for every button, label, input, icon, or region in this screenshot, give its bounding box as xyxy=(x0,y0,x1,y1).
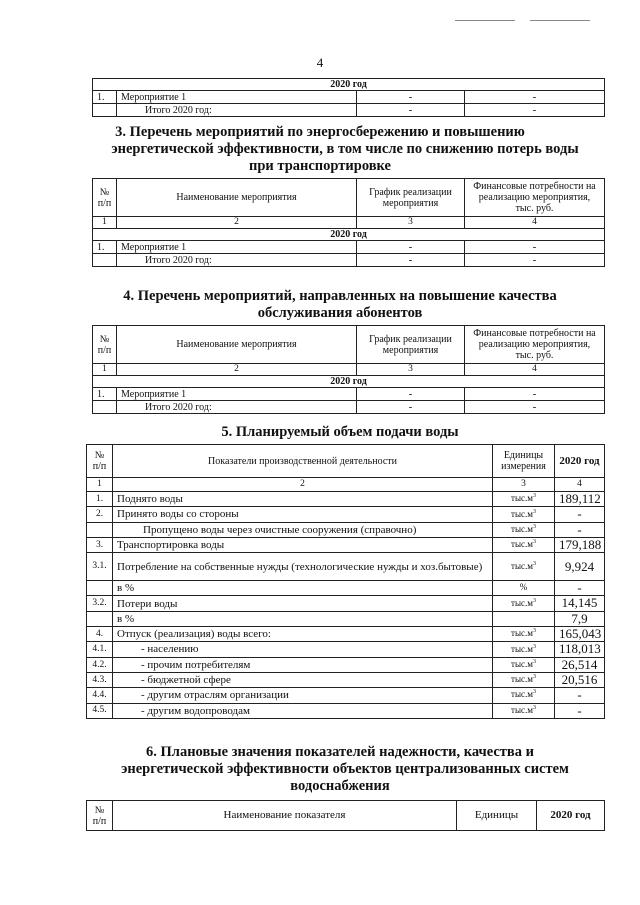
table-row xyxy=(93,388,605,401)
header-schedule: График реализации мероприятия xyxy=(357,326,465,364)
year-row: 2020 год xyxy=(93,376,605,388)
table-continuation xyxy=(92,78,605,117)
table-row xyxy=(93,401,605,414)
row-finance: - xyxy=(465,241,605,254)
row-num xyxy=(87,522,113,537)
unit-superscript: 3 xyxy=(532,643,536,650)
row-num: 4.5. xyxy=(87,703,113,718)
section-4-title xyxy=(0,288,640,322)
header-finance: Финансовые потребности на реализацию мероприятия, тыс. руб. xyxy=(465,179,605,217)
table-row xyxy=(87,537,605,552)
table-header-row xyxy=(87,445,605,478)
row-name: Итого 2020 год: xyxy=(117,254,357,267)
row-indicator: - населению xyxy=(113,642,493,657)
unit-text: тыс.м xyxy=(511,539,533,550)
row-num xyxy=(87,581,113,596)
row-value: 7,9 xyxy=(555,611,605,626)
table-section-6 xyxy=(86,800,605,831)
row-unit xyxy=(493,553,555,581)
table-row xyxy=(87,672,605,687)
header-year: 2020 год xyxy=(555,445,605,478)
row-indicator: Принято воды со стороны xyxy=(113,507,493,522)
row-value: - xyxy=(555,703,605,718)
index-row xyxy=(87,478,605,492)
unit-text: тыс.м xyxy=(511,560,533,571)
row-indicator: Потери воды xyxy=(113,596,493,611)
row-unit xyxy=(493,492,555,507)
row-indicator: Потребление на собственные нужды (технологические нужды и хоз.бытовые) xyxy=(113,553,493,581)
index-cell: 1 xyxy=(87,478,113,492)
row-unit xyxy=(493,657,555,672)
header-name: Наименование мероприятия xyxy=(117,326,357,364)
index-cell: 3 xyxy=(493,478,555,492)
row-schedule: - xyxy=(357,104,465,117)
section-6-title-line1: 6. Плановые значения показателей надежности, качества и xyxy=(146,744,534,760)
row-unit xyxy=(493,596,555,611)
unit-superscript: 3 xyxy=(532,508,536,515)
unit-superscript: 3 xyxy=(532,689,536,696)
header-num: № п/п xyxy=(93,326,117,364)
row-finance: - xyxy=(465,401,605,414)
row-indicator: - другим отраслям организации xyxy=(113,688,493,703)
row-name: Мероприятие 1 xyxy=(117,241,357,254)
row-indicator: - бюджетной сфере xyxy=(113,672,493,687)
index-cell: 4 xyxy=(465,217,605,229)
row-unit xyxy=(493,688,555,703)
index-cell: 2 xyxy=(117,217,357,229)
unit-text: тыс.м xyxy=(511,493,533,504)
row-finance: - xyxy=(465,254,605,267)
section-3-title-line1: 3. Перечень мероприятий по энергосбережению и повышению xyxy=(115,124,525,140)
index-row xyxy=(93,364,605,376)
row-schedule: - xyxy=(357,401,465,414)
unit-superscript: 3 xyxy=(532,658,536,665)
unit-superscript: 3 xyxy=(532,674,536,681)
row-num xyxy=(93,401,117,414)
row-num: 1. xyxy=(93,91,117,104)
index-cell: 1 xyxy=(93,364,117,376)
section-3-title xyxy=(0,124,640,175)
row-unit xyxy=(493,611,555,626)
table-row xyxy=(87,703,605,718)
row-num: 4. xyxy=(87,627,113,642)
section-6-title-line3: водоснабжения xyxy=(290,778,390,794)
row-unit xyxy=(493,537,555,552)
row-value: - xyxy=(555,581,605,596)
row-num: 4.2. xyxy=(87,657,113,672)
table-section-3 xyxy=(92,178,605,267)
unit-text: тыс.м xyxy=(511,643,533,654)
row-value: - xyxy=(555,522,605,537)
row-schedule: - xyxy=(357,254,465,267)
unit-text: тыс.м xyxy=(511,674,533,685)
section-4-title-line1: 4. Перечень мероприятий, направленных на повышение качества xyxy=(123,288,557,304)
row-value: 14,145 xyxy=(555,596,605,611)
unit-text: % xyxy=(519,582,528,593)
header-num: № п/п xyxy=(87,445,113,478)
header-year: 2020 год xyxy=(537,801,605,831)
table-row xyxy=(87,553,605,581)
unit-superscript: 3 xyxy=(532,523,536,530)
table-row xyxy=(87,596,605,611)
row-name: Мероприятие 1 xyxy=(117,388,357,401)
row-value: 189,112 xyxy=(555,492,605,507)
unit-superscript: 3 xyxy=(532,628,536,635)
index-cell: 4 xyxy=(555,478,605,492)
section-6-title-line2: энергетической эффективности объектов централизованных систем xyxy=(121,761,569,777)
section-5-title: 5. Планируемый объем подачи воды xyxy=(221,424,459,440)
table-section-5 xyxy=(86,444,605,719)
row-schedule: - xyxy=(357,241,465,254)
row-indicator: в % xyxy=(113,611,493,626)
row-value: 179,188 xyxy=(555,537,605,552)
row-unit xyxy=(493,703,555,718)
row-num: 4.4. xyxy=(87,688,113,703)
row-indicator: - прочим потребителям xyxy=(113,657,493,672)
row-num: 3.1. xyxy=(87,553,113,581)
table-header-row xyxy=(93,326,605,364)
row-finance: - xyxy=(465,388,605,401)
unit-superscript: 3 xyxy=(532,493,536,500)
row-num: 4.1. xyxy=(87,642,113,657)
row-num xyxy=(93,104,117,117)
header-rule-left xyxy=(455,20,515,21)
row-value: 9,924 xyxy=(555,553,605,581)
section-3-title-line2: энергетической эффективности, в том числе по снижению потерь воды xyxy=(111,141,579,157)
header-name: Наименование мероприятия xyxy=(117,179,357,217)
section-4-title-line2: обслуживания абонентов xyxy=(257,305,423,321)
row-indicator: Пропущено воды через очистные сооружения (справочно) xyxy=(113,522,493,537)
table-row xyxy=(93,91,605,104)
unit-superscript: 3 xyxy=(532,704,536,711)
unit-superscript: 3 xyxy=(532,597,536,604)
page-number: 4 xyxy=(316,55,324,70)
row-indicator: Транспортировка воды xyxy=(113,537,493,552)
table-row xyxy=(87,657,605,672)
unit-text: тыс.м xyxy=(511,597,533,608)
row-name: Итого 2020 год: xyxy=(117,401,357,414)
section-3-title-line3: при транспортировке xyxy=(249,158,391,174)
row-name: Мероприятие 1 xyxy=(117,91,357,104)
row-num: 2. xyxy=(87,507,113,522)
row-indicator: в % xyxy=(113,581,493,596)
row-unit xyxy=(493,672,555,687)
row-value: - xyxy=(555,507,605,522)
index-cell: 3 xyxy=(357,364,465,376)
unit-text: тыс.м xyxy=(511,658,533,669)
unit-superscript: 3 xyxy=(532,539,536,546)
table-row xyxy=(93,229,605,241)
table-row xyxy=(93,241,605,254)
row-finance: - xyxy=(465,91,605,104)
table-row xyxy=(93,79,605,91)
table-row xyxy=(87,522,605,537)
row-num: 3. xyxy=(87,537,113,552)
row-value: - xyxy=(555,688,605,703)
year-row: 2020 год xyxy=(93,79,605,91)
table-section-4 xyxy=(92,325,605,414)
unit-text: тыс.м xyxy=(511,508,533,519)
unit-text: тыс.м xyxy=(511,628,533,639)
header-num: № п/п xyxy=(87,801,113,831)
row-unit xyxy=(493,581,555,596)
row-value: 118,013 xyxy=(555,642,605,657)
row-value: 26,514 xyxy=(555,657,605,672)
row-num: 1. xyxy=(93,388,117,401)
index-cell: 2 xyxy=(113,478,493,492)
header-indicator-name: Наименование показателя xyxy=(113,801,457,831)
row-num: 1. xyxy=(87,492,113,507)
table-row xyxy=(93,254,605,267)
table-row xyxy=(93,376,605,388)
header-unit: Единицы xyxy=(457,801,537,831)
row-unit xyxy=(493,522,555,537)
table-body xyxy=(87,492,605,719)
index-row xyxy=(93,217,605,229)
unit-text: тыс.м xyxy=(511,689,533,700)
index-cell: 2 xyxy=(117,364,357,376)
row-name: Итого 2020 год: xyxy=(117,104,357,117)
row-num: 3.2. xyxy=(87,596,113,611)
table-row xyxy=(93,104,605,117)
row-schedule: - xyxy=(357,388,465,401)
year-row: 2020 год xyxy=(93,229,605,241)
index-cell: 3 xyxy=(357,217,465,229)
table-row xyxy=(87,642,605,657)
unit-text: тыс.м xyxy=(511,704,533,715)
index-cell: 4 xyxy=(465,364,605,376)
table-row xyxy=(87,611,605,626)
table-row xyxy=(87,688,605,703)
row-indicator: - другим водопроводам xyxy=(113,703,493,718)
row-num xyxy=(87,611,113,626)
unit-text: тыс.м xyxy=(511,523,533,534)
row-indicator: Отпуск (реализация) воды всего: xyxy=(113,627,493,642)
row-num: 1. xyxy=(93,241,117,254)
table-row xyxy=(87,581,605,596)
table-header-row xyxy=(87,801,605,831)
row-value: 20,516 xyxy=(555,672,605,687)
row-indicator: Поднято воды xyxy=(113,492,493,507)
header-schedule: График реализации мероприятия xyxy=(357,179,465,217)
row-unit xyxy=(493,642,555,657)
table-row xyxy=(87,507,605,522)
table-row xyxy=(87,492,605,507)
header-unit: Единицы измерения xyxy=(493,445,555,478)
section-6-title xyxy=(0,744,640,795)
header-rule-right xyxy=(530,20,590,21)
unit-superscript: 3 xyxy=(532,560,536,567)
row-value: 165,043 xyxy=(555,627,605,642)
header-finance: Финансовые потребности на реализацию мероприятия, тыс. руб. xyxy=(465,326,605,364)
row-num xyxy=(93,254,117,267)
header-indicator: Показатели производственной деятельности xyxy=(113,445,493,478)
row-unit xyxy=(493,507,555,522)
table-header-row xyxy=(93,179,605,217)
row-num: 4.3. xyxy=(87,672,113,687)
header-num: № п/п xyxy=(93,179,117,217)
row-unit xyxy=(493,627,555,642)
row-finance: - xyxy=(465,104,605,117)
table-row xyxy=(87,627,605,642)
index-cell: 1 xyxy=(93,217,117,229)
row-schedule: - xyxy=(357,91,465,104)
